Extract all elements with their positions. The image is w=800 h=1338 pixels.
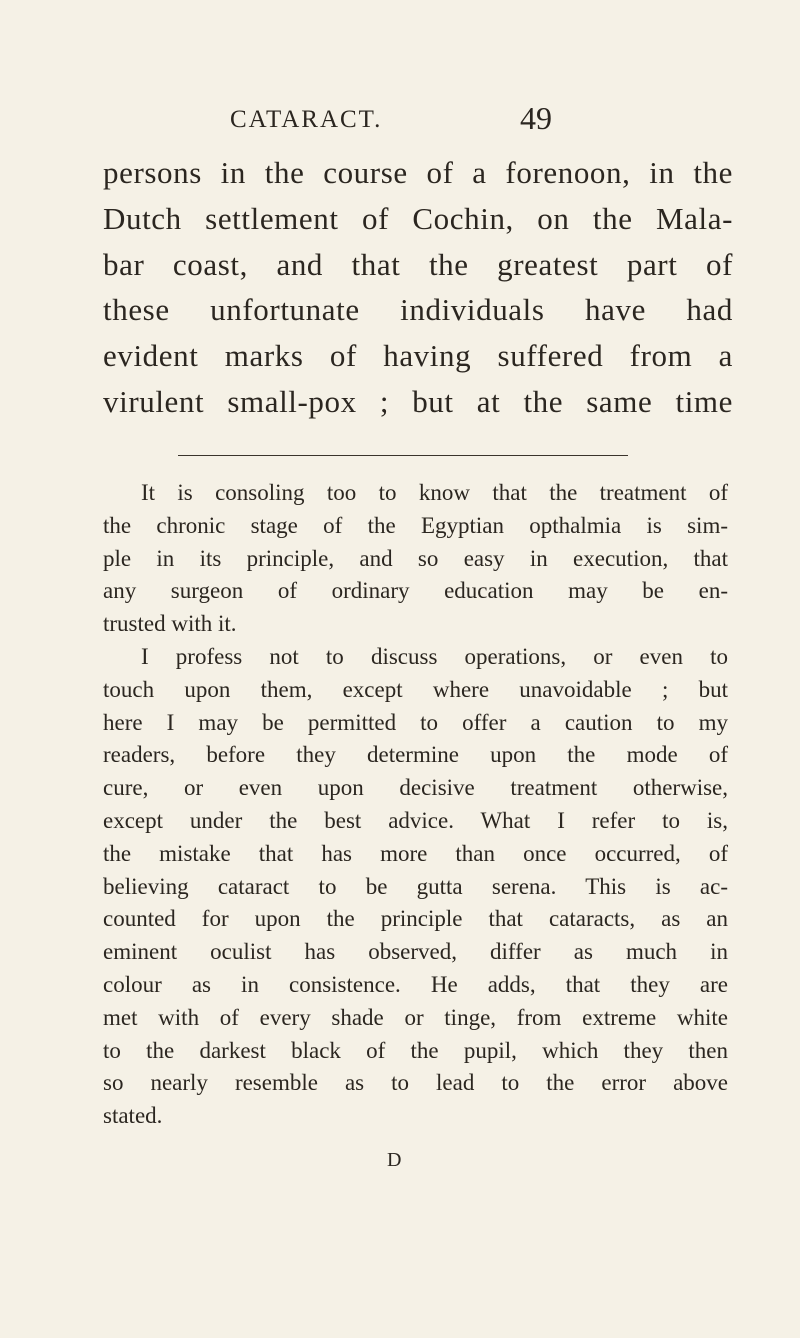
footnote-line: It is consoling too to know that the treatment of xyxy=(141,480,728,505)
footnote-line: touch upon them, except where unavoidable ; but xyxy=(103,676,728,702)
page-number: 49 xyxy=(520,100,552,136)
footnote-line: believing cataract to be gutta serena. This is ac- xyxy=(103,873,728,899)
footnote-line: stated. xyxy=(103,1103,163,1129)
footnote-line: except under the best advice. What I refer to is, xyxy=(103,807,728,833)
footnote-line: the mistake that has more than once occurred, of xyxy=(103,840,728,866)
main-text-line: bar coast, and that the greatest part of xyxy=(103,246,733,282)
main-text-line: virulent small-pox ; but at the same time xyxy=(103,383,733,419)
footnote-line: I profess not to discuss operations, or even to xyxy=(141,643,728,669)
footnote-line: so nearly resemble as to lead to the error above xyxy=(103,1070,728,1096)
running-title: CATARACT. xyxy=(230,106,383,133)
signature-mark: D xyxy=(387,1149,402,1171)
main-text-line: Dutch settlement of Cochin, on the Mala- xyxy=(103,200,733,236)
footnote-line: colour as in consistence. He adds, that they are xyxy=(103,971,728,997)
main-text-line: persons in the course of a forenoon, in the xyxy=(103,155,733,190)
footnote-divider xyxy=(178,455,628,456)
footnote-line: trusted with it. xyxy=(103,611,237,637)
main-text-line: evident marks of having suffered from a xyxy=(103,338,733,374)
footnote-line: to the darkest black of the pupil, which they then xyxy=(103,1037,728,1063)
main-text-line: these unfortunate individuals have had xyxy=(103,292,733,328)
footnote-line: cure, or even upon decisive treatment otherwise, xyxy=(103,775,728,801)
footnote xyxy=(103,477,728,1133)
running-head xyxy=(0,100,800,146)
footnote-line: the chronic stage of the Egyptian opthalmia is sim- xyxy=(103,512,728,538)
footnote-line: here I may be permitted to offer a caution to my xyxy=(103,709,728,735)
footnote-line: met with of every shade or tinge, from extreme white xyxy=(103,1004,728,1030)
main-text xyxy=(103,150,733,425)
footnote-line: any surgeon of ordinary education may be en- xyxy=(103,578,728,604)
footnote-line: readers, before they determine upon the mode of xyxy=(103,742,728,768)
footnote-line: ple in its principle, and so easy in execution, that xyxy=(103,545,728,571)
footnote-line: eminent oculist has observed, differ as much in xyxy=(103,939,728,965)
footnote-line: counted for upon the principle that cataracts, as an xyxy=(103,906,728,932)
